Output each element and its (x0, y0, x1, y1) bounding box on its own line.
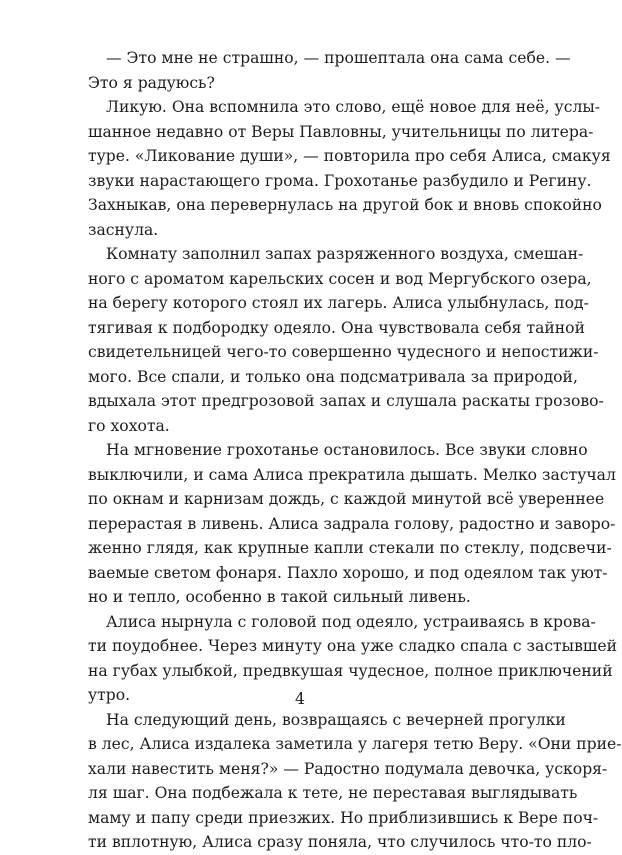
text-line: ти поудобнее. Через минуту она уже сладко спала с застывшей (88, 637, 617, 655)
text-line: ного с ароматом карельских сосен и вод Мергубского озера, (88, 269, 592, 288)
text-line: ваемые светом фонаря. Пахло хорошо, и под одеялом так уют- (88, 563, 608, 582)
text-line: мого. Все спали, и только она подсматривала за природой, (88, 367, 578, 386)
paragraph (88, 46, 571, 95)
text-line: на губах улыбкой, предвкушая чудесное, полное приключений (88, 661, 613, 680)
paragraph (88, 438, 616, 610)
text-line: заснула. (88, 220, 159, 239)
text-line: звуки нарастающего грома. Грохотанье разбудило и Регину. (88, 171, 592, 190)
text-line: На следующий день, возвращаясь с вечерней прогулки (106, 710, 566, 729)
text-line: в лес, Алиса издалека заметила у лагеря тетю Веру. «Они прие- (88, 735, 622, 753)
text-line: Захныкав, она перевернулась на другой бок и вновь спокойно (88, 196, 602, 214)
text-line: Алиса нырнула с головой под одеяло, устраиваясь в крова- (106, 612, 596, 631)
page-text (88, 46, 622, 855)
text-line: утро. (88, 686, 131, 704)
text-line: перерастая в ливень. Алиса задрала голову, радостно и заворо- (88, 514, 616, 533)
paragraph (88, 95, 611, 242)
text-line: хали навестить меня?» — Радостно подумала девочка, ускоря- (88, 759, 608, 778)
page-number: 4 (295, 690, 305, 708)
text-line: выключили, и сама Алиса прекратила дышать. Мелко застучал (88, 465, 616, 484)
text-line: женно глядя, как крупные капли стекали по стеклу, подсвечи- (88, 539, 612, 557)
text-line: по окнам и карнизам дождь, с каждой минутой всё увереннее (88, 490, 605, 508)
text-line: Это я радуюсь? (88, 73, 215, 92)
text-line: Комнату заполнил запах разряженного воздуха, смешан- (106, 245, 584, 263)
text-line: вдыхала этот предгрозовой запах и слушала раскаты грозово- (88, 392, 604, 410)
text-line: го хохота. (88, 416, 170, 435)
paragraph (88, 708, 622, 855)
text-line: туре. «Ликование души», — повторила про себя Алиса, смакуя (88, 147, 611, 165)
text-line: Ликую. Она вспомнила это слово, ещё новое для неё, услы- (106, 98, 601, 116)
paragraph (88, 242, 604, 438)
text-line: — Это мне не страшно, — прошептала она сама себе. — (106, 49, 571, 67)
text-line: ля шаг. Она подбежала к тете, не переставая выглядывать (88, 784, 578, 802)
text-line: но и тепло, особенно в такой сильный ливень. (88, 588, 471, 606)
text-line: на берегу которого стоял их лагерь. Алиса улыбнулась, под- (88, 294, 589, 312)
text-line: На мгновение грохотанье остановилось. Все звуки словно (106, 441, 588, 459)
text-line: маму и папу среди приезжих. Но приблизившись к Вере поч- (88, 808, 599, 827)
text-line: свидетельницей чего-то совершенно чудесного и непостижи- (88, 343, 599, 361)
text-line: ти вплотную, Алиса сразу поняла, что случилось что-то пло- (88, 833, 592, 851)
text-line: тягивая к подбородку одеяло. Она чувствовала себя тайной (88, 318, 585, 337)
text-line: шанное недавно от Веры Павловны, учительницы по литера- (88, 122, 594, 141)
